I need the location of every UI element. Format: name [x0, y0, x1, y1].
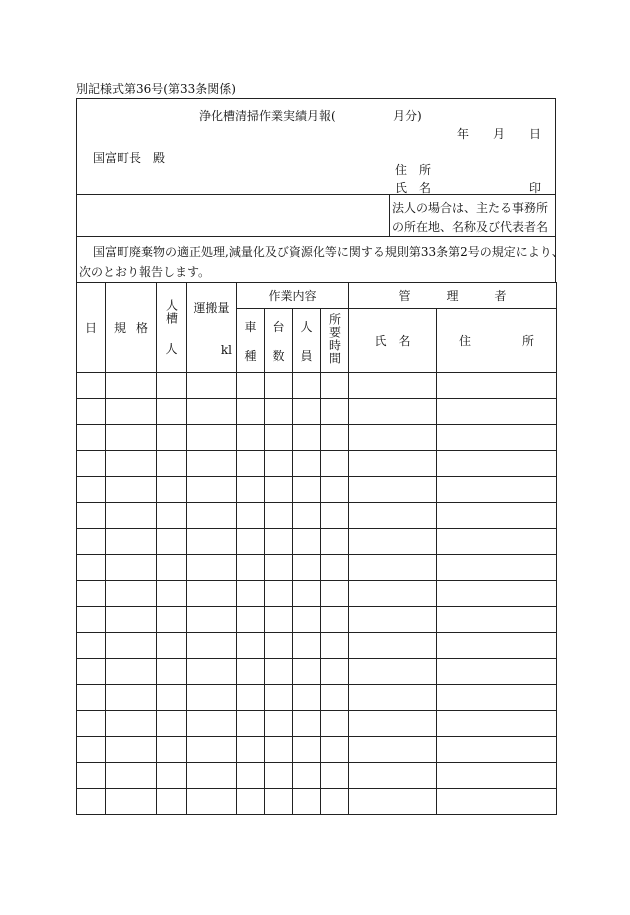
table-cell[interactable] [187, 529, 237, 555]
table-cell[interactable] [265, 503, 293, 529]
table-cell[interactable] [237, 711, 265, 737]
table-cell[interactable] [187, 555, 237, 581]
header-spec [106, 283, 157, 373]
table-cell[interactable] [237, 659, 265, 685]
table-cell[interactable] [349, 711, 437, 737]
table-cell[interactable] [265, 763, 293, 789]
table-cell[interactable] [157, 711, 187, 737]
table-cell[interactable] [77, 711, 106, 737]
table-cell[interactable] [437, 425, 557, 451]
table-cell[interactable] [321, 451, 349, 477]
table-cell[interactable] [77, 659, 106, 685]
table-cell[interactable] [187, 425, 237, 451]
table-cell[interactable] [349, 477, 437, 503]
table-cell[interactable] [237, 789, 265, 815]
table-cell[interactable] [265, 659, 293, 685]
table-cell[interactable] [293, 737, 321, 763]
table-cell[interactable] [157, 503, 187, 529]
table-cell[interactable] [437, 711, 557, 737]
table-cell[interactable] [265, 477, 293, 503]
table-cell[interactable] [157, 789, 187, 815]
table-cell[interactable] [106, 529, 157, 555]
table-cell[interactable] [187, 763, 237, 789]
table-cell[interactable] [157, 659, 187, 685]
table-cell[interactable] [293, 399, 321, 425]
header-manager-address [437, 309, 557, 373]
table-cell[interactable] [106, 659, 157, 685]
table-cell[interactable] [187, 581, 237, 607]
table-cell[interactable] [106, 555, 157, 581]
header-volume-label: 運搬量 [193, 300, 230, 315]
table-cell[interactable] [106, 477, 157, 503]
table-row [77, 607, 557, 633]
table-row [77, 659, 557, 685]
table-cell[interactable] [321, 659, 349, 685]
table-cell[interactable] [437, 555, 557, 581]
table-cell[interactable] [321, 373, 349, 399]
table-cell[interactable] [106, 763, 157, 789]
header-manager-name: 氏 名 [349, 309, 437, 373]
table-cell[interactable] [293, 373, 321, 399]
table-cell[interactable] [106, 633, 157, 659]
table-cell[interactable] [157, 555, 187, 581]
table-cell[interactable] [237, 503, 265, 529]
name-label: 氏 名 [395, 181, 432, 195]
table-cell[interactable] [265, 607, 293, 633]
form-title-prefix: 浄化槽清掃作業実績月報( [199, 109, 336, 123]
table-cell[interactable] [157, 399, 187, 425]
table-cell[interactable] [437, 607, 557, 633]
table-row [77, 503, 557, 529]
table-cell[interactable] [106, 711, 157, 737]
table-cell[interactable] [349, 763, 437, 789]
seal-mark: 印 [529, 181, 542, 195]
table-cell[interactable] [349, 555, 437, 581]
header-volume-unit: kl [220, 342, 232, 357]
table-cell[interactable] [293, 607, 321, 633]
table-cell[interactable] [321, 633, 349, 659]
table-cell[interactable] [349, 737, 437, 763]
table-cell[interactable] [77, 685, 106, 711]
table-cell[interactable] [321, 711, 349, 737]
table-cell[interactable] [437, 399, 557, 425]
table-cell[interactable] [265, 555, 293, 581]
table-cell[interactable] [293, 425, 321, 451]
table-cell[interactable] [349, 529, 437, 555]
header-tank-people-a: 人槽 [164, 298, 179, 325]
addressee: 国富町長 殿 [93, 151, 166, 165]
table-cell[interactable] [157, 607, 187, 633]
header-count-a: 台 [272, 319, 285, 334]
table-cell[interactable] [187, 399, 237, 425]
table-cell[interactable] [265, 737, 293, 763]
header-staff [293, 309, 321, 373]
table-row [77, 685, 557, 711]
table-cell[interactable] [293, 555, 321, 581]
table-cell[interactable] [187, 633, 237, 659]
header-day: 日 [77, 283, 106, 373]
table-cell[interactable] [187, 737, 237, 763]
table-cell[interactable] [237, 737, 265, 763]
table-cell[interactable] [321, 737, 349, 763]
table-cell[interactable] [265, 711, 293, 737]
table-cell[interactable] [77, 555, 106, 581]
table-cell[interactable] [106, 399, 157, 425]
table-cell[interactable] [157, 685, 187, 711]
table-cell[interactable] [437, 503, 557, 529]
header-vehicle-a: 車 [244, 319, 257, 334]
table-cell[interactable] [77, 737, 106, 763]
table-cell[interactable] [349, 659, 437, 685]
header-count-b: 数 [272, 348, 285, 363]
table-cell[interactable] [437, 789, 557, 815]
report-table [76, 282, 557, 815]
table-cell[interactable] [77, 477, 106, 503]
table-cell[interactable] [321, 789, 349, 815]
table-cell[interactable] [187, 373, 237, 399]
table-cell[interactable] [265, 425, 293, 451]
table-cell[interactable] [321, 763, 349, 789]
table-cell[interactable] [187, 477, 237, 503]
header-count [265, 309, 293, 373]
address-label: 住 所 [395, 163, 432, 177]
table-cell[interactable] [77, 763, 106, 789]
table-cell[interactable] [321, 529, 349, 555]
header-manager: 管 理 者 [349, 283, 557, 309]
table-cell[interactable] [321, 685, 349, 711]
header-section [76, 98, 556, 194]
table-cell[interactable] [265, 789, 293, 815]
table-cell[interactable] [187, 659, 237, 685]
table-cell[interactable] [293, 633, 321, 659]
table-cell[interactable] [77, 607, 106, 633]
header-staff-a: 人 [300, 319, 313, 334]
table-cell[interactable] [265, 633, 293, 659]
form-title-suffix: 月分) [393, 109, 422, 123]
table-row [77, 399, 557, 425]
table-row [77, 789, 557, 815]
table-cell[interactable] [157, 373, 187, 399]
table-cell[interactable] [77, 581, 106, 607]
table-row [77, 451, 557, 477]
header-volume [187, 283, 237, 373]
table-cell[interactable] [157, 633, 187, 659]
table-cell[interactable] [106, 737, 157, 763]
table-cell[interactable] [349, 451, 437, 477]
table-cell[interactable] [77, 399, 106, 425]
table-cell[interactable] [349, 685, 437, 711]
header-manager-address-a: 住 [459, 334, 472, 348]
table-cell[interactable] [187, 503, 237, 529]
table-cell[interactable] [106, 503, 157, 529]
table-cell[interactable] [321, 581, 349, 607]
table-cell[interactable] [106, 373, 157, 399]
table-cell[interactable] [437, 737, 557, 763]
table-cell[interactable] [265, 581, 293, 607]
date-month-label: 月 [493, 127, 506, 141]
header-time-label: 所要時間 [327, 313, 342, 365]
corporation-note-line-1: 法人の場合は、主たる事務所 [392, 201, 549, 215]
table-cell[interactable] [437, 581, 557, 607]
date-year-label: 年 [457, 127, 470, 141]
header-time [321, 309, 349, 373]
table-cell[interactable] [265, 685, 293, 711]
table-cell[interactable] [349, 503, 437, 529]
table-cell[interactable] [293, 685, 321, 711]
table-cell[interactable] [77, 503, 106, 529]
corporation-note-section [76, 194, 556, 236]
header-manager-address-b: 所 [522, 334, 535, 348]
table-cell[interactable] [437, 763, 557, 789]
header-work-content: 作業内容 [237, 283, 349, 309]
table-row [77, 581, 557, 607]
table-cell[interactable] [157, 425, 187, 451]
header-tank-people [157, 283, 187, 373]
table-row [77, 737, 557, 763]
header-tank-people-b: 人 [165, 341, 178, 356]
statement-section [76, 236, 564, 282]
table-cell[interactable] [187, 711, 237, 737]
table-cell[interactable] [187, 685, 237, 711]
header-vehicle [237, 309, 265, 373]
table-cell[interactable] [237, 763, 265, 789]
table-cell[interactable] [321, 607, 349, 633]
table-cell[interactable] [293, 659, 321, 685]
table-cell[interactable] [293, 581, 321, 607]
header-spec-b: 格 [135, 321, 148, 335]
table-cell[interactable] [157, 477, 187, 503]
header-vehicle-b: 種 [244, 348, 257, 363]
table-row [77, 555, 557, 581]
table-cell[interactable] [293, 763, 321, 789]
table-cell[interactable] [237, 451, 265, 477]
statement-line-2: 次のとおり報告します。 [79, 265, 211, 279]
table-cell[interactable] [321, 477, 349, 503]
table-cell[interactable] [106, 607, 157, 633]
table-cell[interactable] [349, 373, 437, 399]
table-cell[interactable] [437, 373, 557, 399]
table-row [77, 477, 557, 503]
table-cell[interactable] [437, 633, 557, 659]
table-cell[interactable] [77, 425, 106, 451]
table-cell[interactable] [349, 399, 437, 425]
table-row [77, 373, 557, 399]
table-cell[interactable] [106, 451, 157, 477]
table-cell[interactable] [349, 425, 437, 451]
table-cell[interactable] [237, 633, 265, 659]
table-cell[interactable] [77, 633, 106, 659]
table-row [77, 633, 557, 659]
table-cell[interactable] [77, 451, 106, 477]
table-cell[interactable] [187, 451, 237, 477]
table-cell[interactable] [349, 789, 437, 815]
table-cell[interactable] [237, 529, 265, 555]
table-cell[interactable] [157, 581, 187, 607]
table-row [77, 529, 557, 555]
table-cell[interactable] [237, 425, 265, 451]
table-cell[interactable] [349, 607, 437, 633]
table-cell[interactable] [237, 373, 265, 399]
table-cell[interactable] [265, 399, 293, 425]
table-cell[interactable] [77, 529, 106, 555]
table-cell[interactable] [349, 581, 437, 607]
table-cell[interactable] [349, 633, 437, 659]
table-cell[interactable] [237, 555, 265, 581]
table-cell[interactable] [321, 399, 349, 425]
table-cell[interactable] [293, 477, 321, 503]
report-form [76, 98, 564, 815]
table-cell[interactable] [265, 529, 293, 555]
table-cell[interactable] [157, 763, 187, 789]
table-cell[interactable] [293, 789, 321, 815]
table-cell[interactable] [437, 477, 557, 503]
table-cell[interactable] [237, 685, 265, 711]
date-day-label: 日 [529, 127, 542, 141]
table-cell[interactable] [237, 607, 265, 633]
table-cell[interactable] [321, 425, 349, 451]
table-row [77, 711, 557, 737]
table-row [77, 425, 557, 451]
table-cell[interactable] [106, 685, 157, 711]
corporation-note-line-2: の所在地、名称及び代表者名 [392, 220, 549, 234]
table-cell[interactable] [187, 789, 237, 815]
table-cell[interactable] [321, 555, 349, 581]
table-cell[interactable] [437, 685, 557, 711]
statement-line-1: 国富町廃棄物の適正処理,減量化及び資源化等に関する規則第33条第2号の規定により、 [93, 245, 564, 259]
table-cell[interactable] [265, 451, 293, 477]
form-number-caption: 別記様式第36号(第33条関係) [76, 82, 236, 96]
table-cell[interactable] [106, 581, 157, 607]
table-cell[interactable] [293, 529, 321, 555]
table-cell[interactable] [265, 373, 293, 399]
table-cell[interactable] [437, 659, 557, 685]
table-cell[interactable] [293, 711, 321, 737]
table-cell[interactable] [293, 503, 321, 529]
table-cell[interactable] [237, 581, 265, 607]
table-cell[interactable] [157, 451, 187, 477]
table-cell[interactable] [77, 789, 106, 815]
table-cell[interactable] [293, 451, 321, 477]
table-cell[interactable] [106, 789, 157, 815]
table-cell[interactable] [106, 425, 157, 451]
table-cell[interactable] [77, 373, 106, 399]
table-cell[interactable] [321, 503, 349, 529]
table-cell[interactable] [157, 529, 187, 555]
table-row [77, 763, 557, 789]
table-cell[interactable] [237, 477, 265, 503]
table-cell[interactable] [437, 529, 557, 555]
corporation-note-cell [389, 195, 557, 236]
table-cell[interactable] [237, 399, 265, 425]
table-cell[interactable] [187, 607, 237, 633]
table-cell[interactable] [437, 451, 557, 477]
header-spec-a: 規 [114, 321, 127, 335]
header-staff-b: 員 [300, 348, 313, 363]
table-cell[interactable] [157, 737, 187, 763]
